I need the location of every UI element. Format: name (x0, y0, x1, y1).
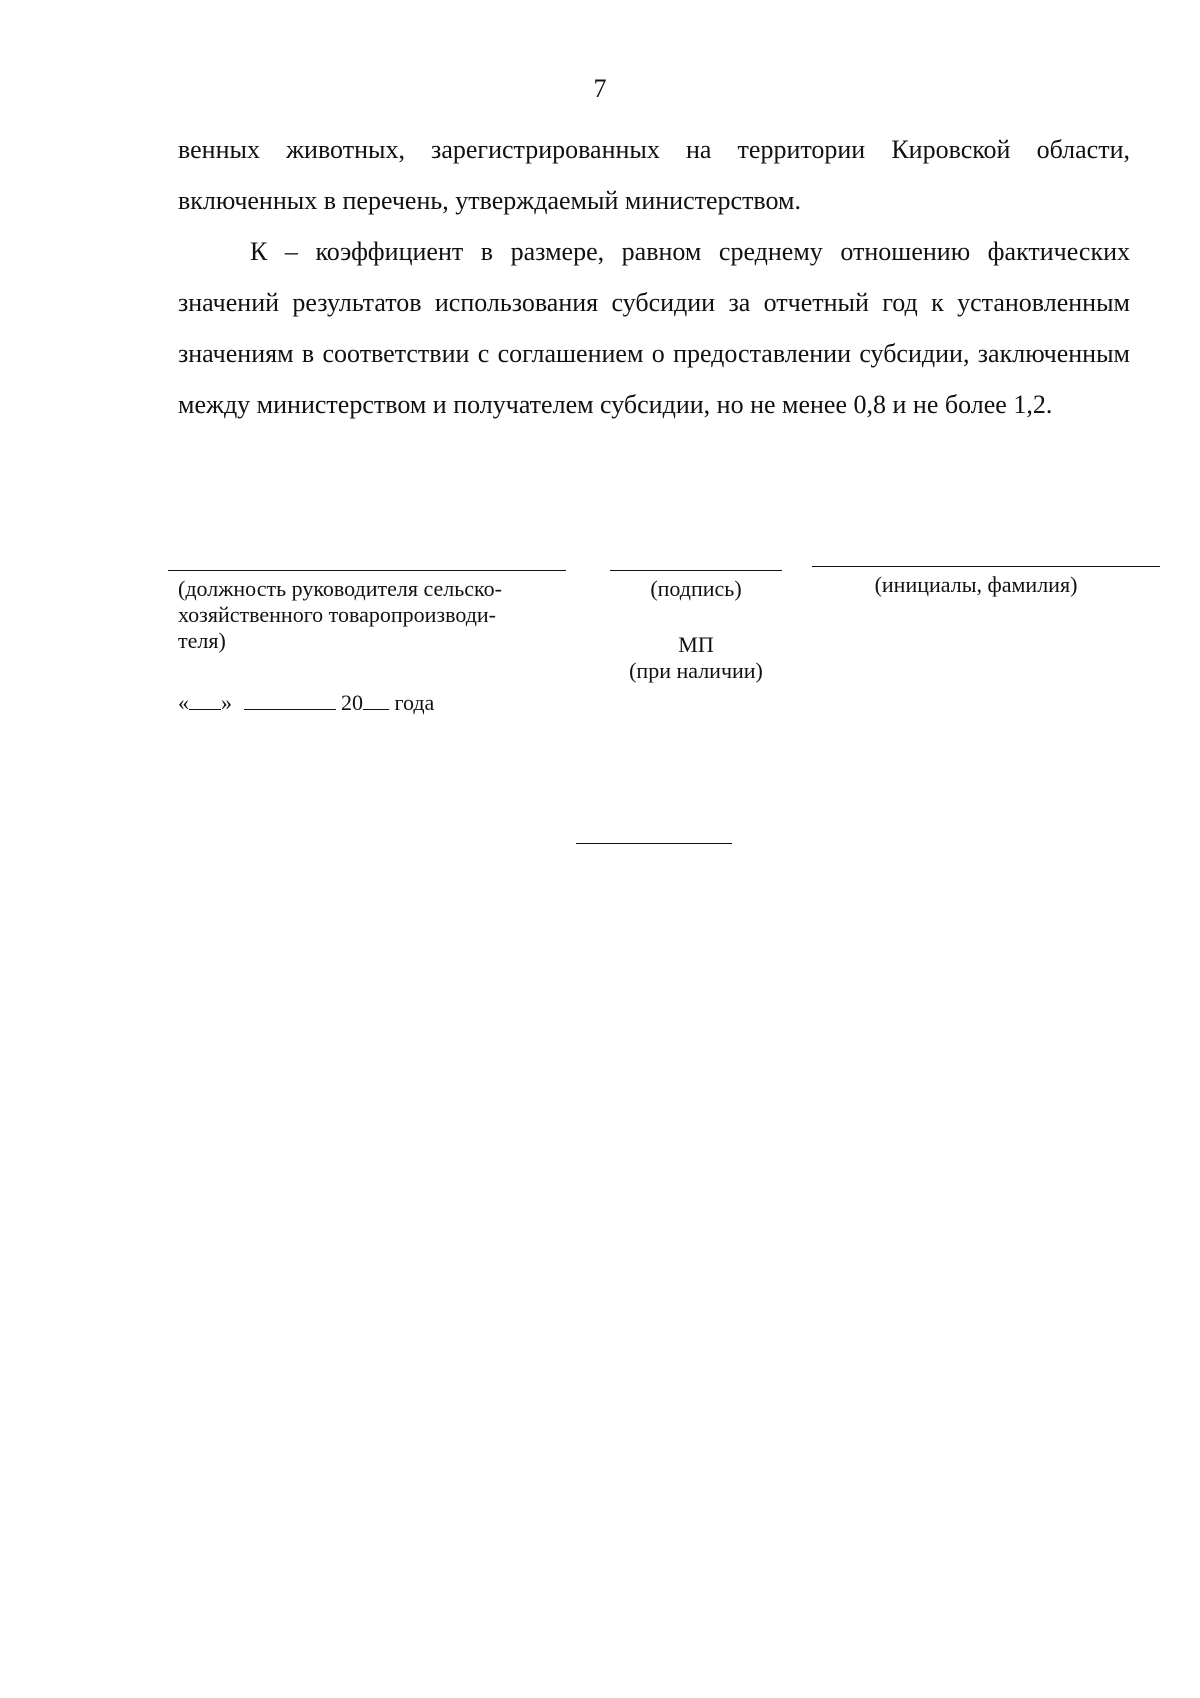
stamp-label: МП (678, 632, 714, 657)
page-number: 7 (593, 74, 607, 103)
date-open-quote: « (178, 690, 189, 715)
position-caption-line-2: хозяйственного товаропроизводи- (178, 602, 496, 627)
position-caption-line-3: теля) (178, 628, 226, 653)
end-of-document-rule (576, 843, 732, 844)
date-close-quote: » (221, 690, 232, 715)
paragraph-coefficient: К – коэффициент в размере, равном среднему отношению фактических значений результатов использования субсидии за отчетный год к установленным значениям в соответствии с соглашением о предоставлении субсидии, заключенным между министерством и получателем субсидии, но не менее 0,8 и не более 1,2. (178, 237, 1130, 419)
position-caption (178, 576, 578, 654)
name-signature-line (812, 566, 1160, 567)
date-line (178, 690, 434, 716)
name-caption: (инициалы, фамилия) (874, 572, 1078, 597)
month-blank (244, 691, 336, 710)
stamp-note: (при наличии) (629, 658, 763, 683)
position-caption-line-1: (должность руководителя сельско- (178, 576, 502, 601)
signature-caption: (подпись) (650, 576, 742, 601)
day-blank (189, 691, 221, 710)
signature-line (610, 570, 782, 571)
position-signature-line (168, 570, 566, 571)
paragraph-continuation: венных животных, зарегистрированных на территории Кировской области, включенных в перечень, утверждаемый министерством. (178, 135, 1130, 215)
year-blank (363, 691, 389, 710)
date-year-prefix: 20 (341, 690, 363, 715)
date-suffix: года (394, 690, 435, 715)
body-text (178, 124, 1130, 430)
